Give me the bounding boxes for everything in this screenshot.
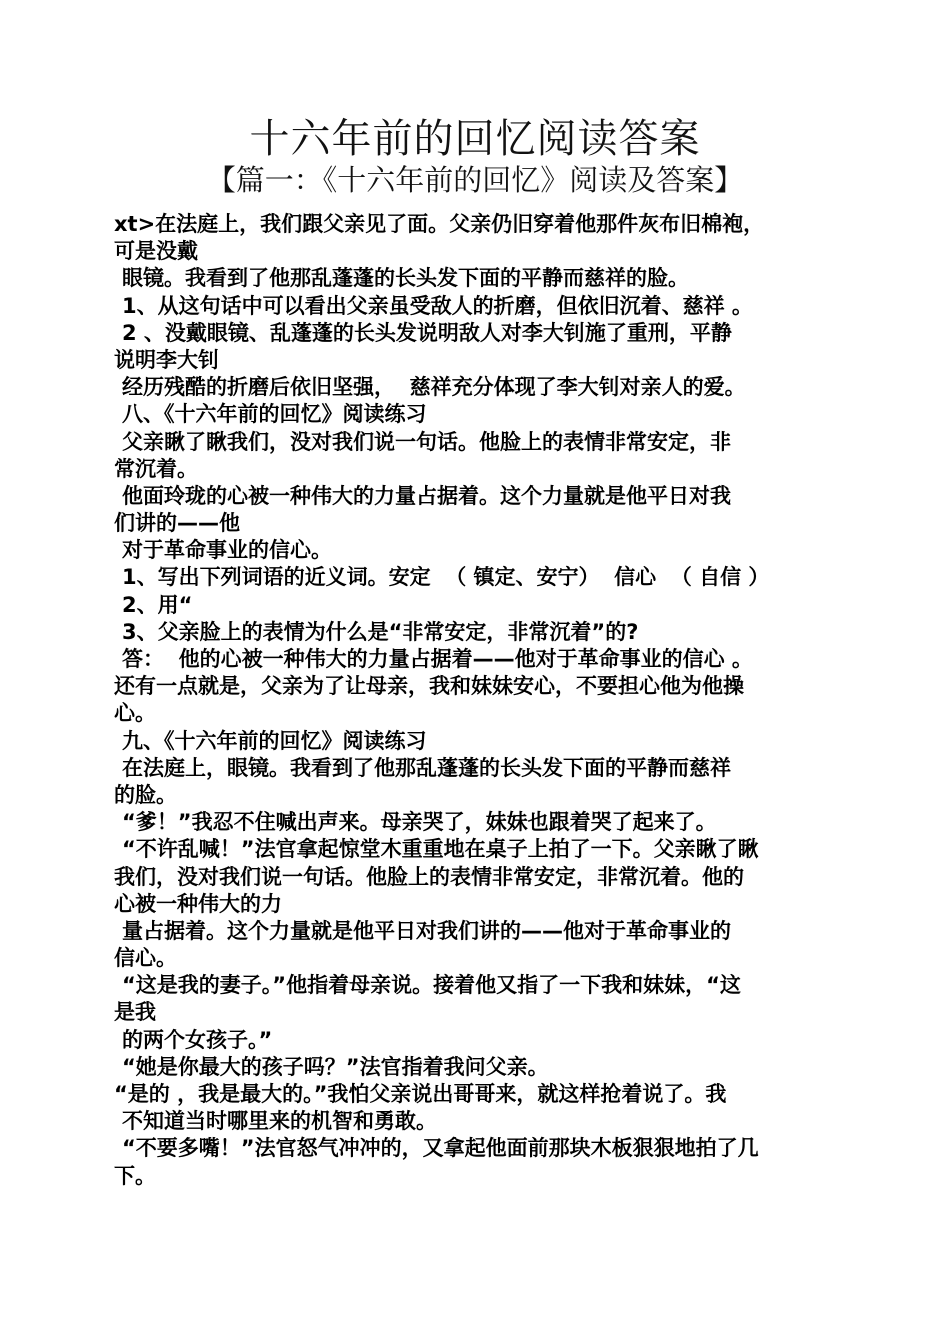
text-line: 他面玲珑的心被一种伟大的力量占据着。这个力量就是他平日对我 [122,483,731,508]
document-body [114,211,844,1190]
text-line: 3、父亲脸上的表情为什么是“非常安定，非常沉着”的? [122,619,639,644]
text-line: “这是我的妻子。”他指着母亲说。接着他又指了一下我和妹妹，“这 [122,973,741,998]
text-line: 对于革命事业的信心。 [122,538,332,563]
text-line: 心。 [114,701,156,726]
text-line: 还有一点就是，父亲为了让母亲，我和妹妹安心，不要担心他为他操 [114,674,744,699]
text-line: 是我 [114,1000,156,1025]
text-line: xt>在法庭上，我们跟父亲见了面。父亲仍旧穿着他那件灰布旧棉袍， [114,212,765,236]
document-subtitle: 【篇一：《十六年前的回忆》阅读及答案】 [206,163,744,197]
text-line: 常沉着。 [114,456,198,481]
text-line: 可是没戴 [114,239,198,264]
text-line: 心被一种伟大的力 [114,891,282,916]
text-line: 1、写出下列词语的近义词。安定 （ 镇定、安宁） 信心 （ 自信 ） [122,565,770,590]
text-line: 答： 他的心被一种伟大的力量占据着——他对于革命事业的信心 。 [122,647,753,671]
text-line: 眼镜。我看到了他那乱蓬蓬的长头发下面的平静而慈祥的脸。 [122,266,689,291]
text-line: 经历残酷的折磨后依旧坚强， 慈祥充分体现了李大钊对亲人的爱。 [122,375,746,400]
text-line: 量占据着。这个力量就是他平日对我们讲的——他对于革命事业的 [122,918,731,943]
text-line: 八、《十六年前的回忆》阅读练习 [122,402,427,427]
text-line: “是的 ，我是最大的。”我怕父亲说出哥哥来，就这样抢着说了。我 [114,1082,727,1106]
text-line: 的两个女孩子。” [122,1027,273,1052]
text-line: 下。 [114,1163,156,1188]
text-line: 2、用“ [122,592,193,617]
text-line: 九、《十六年前的回忆》阅读练习 [122,728,427,753]
text-line: 父亲瞅了瞅我们，没对我们说一句话。他脸上的表情非常安定，非 [122,429,731,454]
text-line: 2 、没戴眼镜、乱蓬蓬的长头发说明敌人对李大钊施了重刑，平静 [122,320,732,345]
text-line: 1、从这句话中可以看出父亲虽受敌人的折磨，但依旧沉着、慈祥 。 [122,293,753,318]
text-line: “爹！”我忍不住喊出声来。母亲哭了，妹妹也跟着哭了起来了。 [122,810,717,835]
text-line: 在法庭上，眼镜。我看到了他那乱蓬蓬的长头发下面的平静而慈祥 [122,755,731,780]
text-line: 不知道当时哪里来的机智和勇敢。 [122,1109,437,1134]
text-line: 说明李大钊 [114,347,219,372]
text-line: “她是你最大的孩子吗？”法官指着我问父亲。 [122,1054,549,1079]
text-line: “不许乱喊！”法官拿起惊堂木重重地在桌子上拍了一下。父亲瞅了瞅 [122,837,759,862]
text-line: 的脸。 [114,782,177,807]
text-line: 我们，没对我们说一句话。他脸上的表情非常安定，非常沉着。他的 [114,864,744,889]
text-line: 们讲的——他 [114,511,240,536]
text-line: 信心。 [114,946,177,971]
text-line: “不要多嘴！”法官怒气冲冲的，又拿起他面前那块木板狠狠地拍了几 [122,1136,759,1161]
document-title: 十六年前的回忆阅读答案 [249,116,701,162]
